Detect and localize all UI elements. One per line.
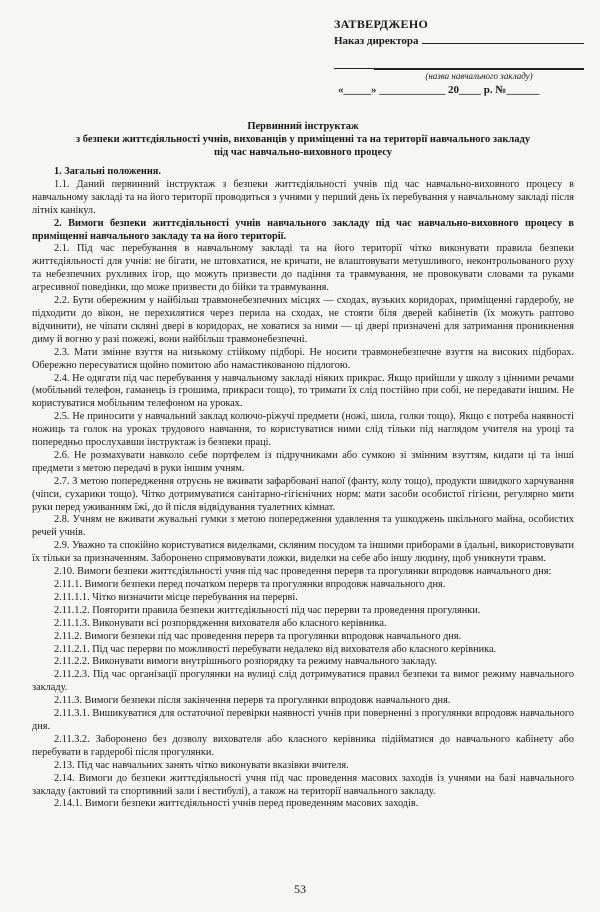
heading-line-3: під час навчально-виховного процесу	[213, 147, 393, 158]
paragraph: 2.6. Не розмахувати навколо себе портфелем із підручниками або сумкою зі змінним взуттям, кидати ці та інші предмети з метою передачі в руки іншим учням.	[32, 449, 574, 474]
heading-line-2: з безпеки життєдіяльності учнів, вихованців у приміщенні та на території навчального закладу	[75, 134, 531, 145]
page-number: 53	[294, 882, 306, 896]
paragraph: 2.14. Вимоги до безпеки життєдіяльності учня під час проведення масових заходів із учнями на базі навчального закладу (актовий та спортивний зали і вестибулі), а також на території навчального закладу.	[32, 772, 574, 797]
approval-block	[334, 16, 584, 98]
paragraph: 2.11.3. Вимоги безпеки після закінчення перерв та прогулянки впродовж навчального дня.	[54, 695, 451, 707]
paragraph: 2.9. Уважно та спокійно користуватися виделками, скляним посудом та іншими приборами в їдальні, використовувати їх тільки за призначенням. Заборонено спрямовувати ложки, виделки на себе або іншу людину, щоб уникнути травм.	[32, 540, 574, 565]
paragraph: 2.11.1.1. Чітко визначити місце перебування на перерві.	[54, 591, 298, 603]
institution-hint: (назва навчального закладу)	[374, 69, 584, 82]
paragraph: 2.11.2.1. Під час перерви по можливості перебувати недалеко від вихователя або класного керівника.	[54, 643, 497, 655]
section-heading: 1. Загальні положення.	[54, 166, 161, 177]
paragraph: 2.3. Мати змінне взуття на низькому стійкому підборі. Не носити травмонебезпечне взуття на високих підборах. Обережно пересуватися щойно помитою або намастикованою підлогою.	[32, 346, 574, 371]
document-heading	[32, 120, 574, 159]
paragraph: 2.7. З метою попередження отруєнь не вживати зафарбовані напої (фанту, колу тощо), продукти швидкого харчування (чіпси, сухарики тощо). Чітко дотримуватися санітарно-гігієнічних норм: мати засоби особистої гігієни, регулярно мити руки перед уживанням їжі, до й після відвідування туалетних кімнат.	[32, 475, 574, 513]
paragraph: 2.11.2.3. Під час організації прогулянки на вулиці слід дотримуватися правил безпеки та вимог режиму навчального закладу.	[32, 669, 574, 694]
institution-fill-line	[334, 57, 584, 69]
order-label: Наказ директора	[334, 35, 419, 47]
order-fill-line	[422, 32, 584, 44]
paragraph: 2.11.2.2. Виконувати вимоги внутрішнього розпорядку та режиму навчального закладу.	[54, 656, 437, 668]
approval-date-line: «_____» ____________ 20____ р. №______	[338, 84, 540, 96]
paragraph: 2.4. Не одягати під час перебування у навчальному закладі ніяких прикрас. Якщо прийшли у школу з цінними речами (мобільний телефон, гаманець із грошима, прикраси тощо), то тримати їх слід постійно при собі, не передавати іншим. Не користуватися мобільним телефоном на уроках.	[32, 372, 574, 410]
paragraph: 2.1. Під час перебування в навчальному закладі та на його території чітко виконувати правила безпеки життєдіяльності для учнів: не бігати, не штовхатися, не кричати, не влаштовувати метушливого, неконтрольованого руху та небезпечних рухливих ігор, що можуть призвести до падіння та травмування, не провокувати словами та руками агресивної поведінки, що може призвести до бійки та травмування.	[32, 243, 574, 294]
paragraph: 2.10. Вимоги безпеки життєдіяльності учня під час проведення перерв та прогулянки впродовж навчального дня:	[54, 566, 552, 578]
paragraph: 2.8. Учням не вживати жувальні гумки з метою попередження удавлення та ушкоджень шкільного майна, особистих речей учнів.	[32, 514, 574, 539]
paragraph: 2.11.3.2. Заборонено без дозволу вихователя або класного керівника підійматися до навчального кабінету або перебувати в гардеробі після прогулянки.	[32, 733, 574, 758]
section-heading: 2. Вимоги безпеки життєдіяльності учнів навчального закладу під час навчально-виховного процесу в приміщенні навчального закладу та на його території.	[32, 217, 574, 242]
paragraph: 2.11.1.3. Виконувати всі розпорядження вихователя або класного керівника.	[54, 617, 387, 629]
paragraph: 2.13. Під час навчальних занять чітко виконувати вказівки вчителя.	[54, 759, 349, 771]
paragraph: 2.11.2. Вимоги безпеки під час проведення перерв та прогулянки впродовж навчального дня.	[54, 630, 462, 642]
document-body	[32, 166, 574, 811]
heading-line-1: Первинний інструктаж	[247, 121, 359, 132]
order-row	[334, 32, 584, 49]
paragraph: 2.2. Бути обережним у найбільш травмонебезпечних місцях — сходах, вузьких коридорах, приміщенні гардеробу, не підходити до вікон, не перехилятися через перила на сходах, не стояти біля дверей кабінетів (їх можуть раптово відчинити), не чіпати скляні двері в коридорах, не ховатися за ними — ці двері призначені для затримання проникнення диму й вогню у разі пожежі, вони найбільш травмонебезпечні.	[32, 295, 574, 345]
paragraph: 2.11.1. Вимоги безпеки перед початком перерв та прогулянки впродовж навчального дня.	[54, 579, 446, 590]
paragraph: 2.11.3.1. Вишикуватися для остаточної перевірки наявності учнів при поверненні з прогулянки впродовж навчального дня.	[32, 708, 574, 732]
approval-title: ЗАТВЕРДЖЕНО	[334, 17, 429, 31]
institution-row	[334, 57, 584, 69]
paragraph: 2.14.1. Вимоги безпеки життєдіяльності учнів перед проведенням масових заходів.	[54, 798, 419, 810]
paragraph: 1.1. Даний первинний інструктаж з безпеки життєдіяльності учнів під час навчально-виховного процесу в навчальному закладі та на його території проводиться з учнями у перший день їх перебування у навчальному закладі після літніх канікул.	[32, 178, 574, 216]
paragraph: 2.5. Не приносити у навчальний заклад колючо-ріжучі предмети (ножі, шила, голки тощо). Якщо є потреба наявності ножиць та голок на уроках трудового навчання, то користуватися ними слід тільки під наглядом учителя на уроці та попередньо прослухавши інструктаж із безпеки праці.	[32, 411, 574, 449]
paragraph: 2.11.1.2. Повторити правила безпеки життєдіяльності під час перерви та проведення прогулянки.	[54, 604, 481, 616]
